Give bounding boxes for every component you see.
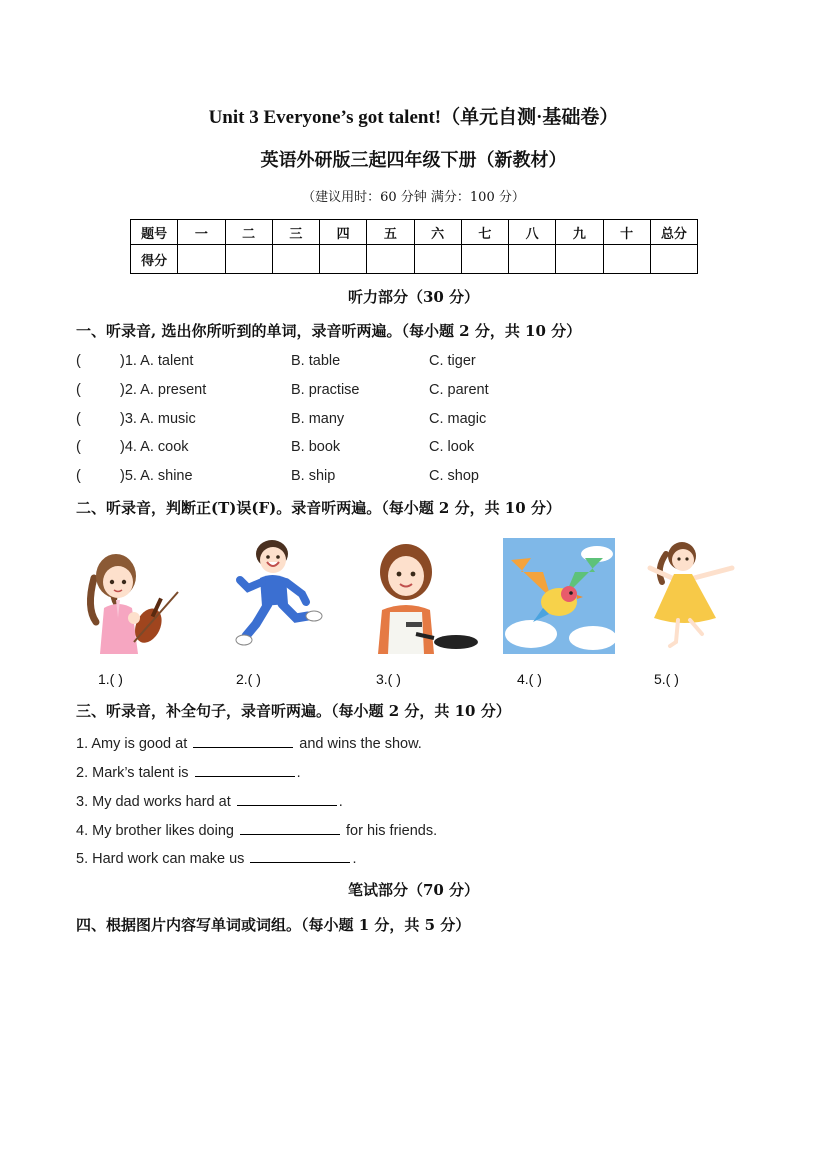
- option-a: )1. A. talent: [120, 353, 194, 369]
- score-entry-cell[interactable]: [414, 245, 461, 274]
- choice-question: [76, 468, 636, 490]
- score-table-cell: 八: [509, 220, 556, 245]
- option-c: C. tiger: [429, 353, 476, 369]
- score-entry-cell[interactable]: [461, 245, 508, 274]
- score-table-cell: 九: [556, 220, 603, 245]
- option-c: C. look: [429, 439, 475, 455]
- answer-paren[interactable]: (: [76, 382, 81, 398]
- score-table-cell: 三: [272, 220, 319, 245]
- answer-paren[interactable]: (: [76, 468, 81, 484]
- part1-heading: 一、听录音, 选出你所听到的单词，录音听两遍。（每小题 2 分，共 10 分）: [76, 322, 582, 340]
- girl-dancing-picture: [636, 538, 748, 654]
- answer-blank[interactable]: [240, 820, 340, 835]
- answer-paren[interactable]: (: [76, 439, 81, 455]
- score-table-header-row: [131, 220, 698, 245]
- part2-heading: 二、听录音，判断正(T)误(F)。录音听两遍。（每小题 2 分，共 10 分）: [76, 499, 561, 517]
- fill-sentence: [76, 762, 301, 781]
- answer-blank[interactable]: [237, 791, 337, 806]
- listening-section-title: 听力部分（30 分）: [347, 288, 480, 306]
- score-table-cell: 一: [178, 220, 225, 245]
- choice-question: [76, 439, 636, 461]
- score-table-cell: 总分: [650, 220, 697, 245]
- score-table-cell: 五: [367, 220, 414, 245]
- fill-sentence: [76, 791, 343, 810]
- option-b: B. ship: [291, 468, 336, 484]
- score-table-cell: 得分: [131, 245, 178, 274]
- score-entry-cell[interactable]: [178, 245, 225, 274]
- option-a: )2. A. present: [120, 382, 207, 398]
- sentence-start: 5. Hard work can make us: [76, 851, 245, 867]
- answer-paren[interactable]: (: [76, 353, 81, 369]
- page-title: Unit 3 Everyone’s got talent!（单元自测·基础卷）: [208, 107, 619, 128]
- score-entry-cell[interactable]: [509, 245, 556, 274]
- girl-violin-picture: [76, 538, 188, 654]
- sentence-end: .: [296, 765, 301, 781]
- option-b: B. many: [291, 411, 345, 427]
- part3-heading: 三、听录音，补全句子，录音听两遍。（每小题 2 分，共 10 分）: [76, 702, 511, 720]
- score-table-cell: 四: [320, 220, 367, 245]
- score-table-cell: 六: [414, 220, 461, 245]
- score-entry-cell[interactable]: [650, 245, 697, 274]
- judge-answer-2[interactable]: 2.( ): [236, 671, 261, 687]
- score-entry-cell[interactable]: [603, 245, 650, 274]
- answer-blank[interactable]: [195, 762, 295, 777]
- sentence-end: and wins the show.: [299, 736, 422, 752]
- answer-paren[interactable]: (: [76, 411, 81, 427]
- page-subtitle: 英语外研版三起四年级下册（新教材）: [260, 150, 567, 171]
- score-table-cell: 二: [225, 220, 272, 245]
- score-table-score-row: [131, 245, 698, 274]
- judge-answer-1[interactable]: 1.( ): [98, 671, 123, 687]
- score-table: [130, 219, 698, 274]
- sentence-end: .: [352, 851, 357, 867]
- time-and-score-info: （建议用时：60 分钟 满分：100 分）: [302, 190, 525, 205]
- score-table-cell: 十: [603, 220, 650, 245]
- score-table-cell: 题号: [131, 220, 178, 245]
- option-c: C. parent: [429, 382, 489, 398]
- choice-question: [76, 382, 636, 404]
- judge-answer-3[interactable]: 3.( ): [376, 671, 401, 687]
- writing-section-title: 笔试部分（70 分）: [347, 881, 480, 899]
- score-entry-cell[interactable]: [225, 245, 272, 274]
- answer-blank[interactable]: [250, 848, 350, 863]
- sentence-end: for his friends.: [346, 823, 438, 839]
- judge-answer-5[interactable]: 5.( ): [654, 671, 679, 687]
- choice-question: [76, 353, 636, 375]
- score-entry-cell[interactable]: [367, 245, 414, 274]
- sentence-start: 3. My dad works hard at: [76, 794, 231, 810]
- sentence-start: 2. Mark’s talent is: [76, 765, 189, 781]
- fill-sentence: [76, 820, 437, 839]
- boy-running-picture: [232, 538, 344, 654]
- option-c: C. magic: [429, 411, 487, 427]
- judge-answer-4[interactable]: 4.( ): [517, 671, 542, 687]
- option-c: C. shop: [429, 468, 479, 484]
- answer-blank[interactable]: [193, 733, 293, 748]
- woman-cooking-picture: [366, 538, 478, 654]
- score-entry-cell[interactable]: [320, 245, 367, 274]
- option-a: )3. A. music: [120, 411, 196, 427]
- sentence-end: .: [338, 794, 343, 810]
- sentence-start: 1. Amy is good at: [76, 736, 188, 752]
- part4-heading: 四、根据图片内容写单词或词组。（每小题 1 分，共 5 分）: [76, 916, 471, 934]
- option-a: )4. A. cook: [120, 439, 189, 455]
- option-b: B. practise: [291, 382, 360, 398]
- option-b: B. table: [291, 353, 341, 369]
- option-b: B. book: [291, 439, 341, 455]
- option-a: )5. A. shine: [120, 468, 193, 484]
- choice-question: [76, 411, 636, 433]
- sentence-start: 4. My brother likes doing: [76, 823, 234, 839]
- fill-sentence: [76, 733, 422, 752]
- score-table-cell: 七: [461, 220, 508, 245]
- bird-flying-picture: [503, 538, 615, 654]
- fill-sentence: [76, 848, 357, 867]
- score-entry-cell[interactable]: [272, 245, 319, 274]
- score-entry-cell[interactable]: [556, 245, 603, 274]
